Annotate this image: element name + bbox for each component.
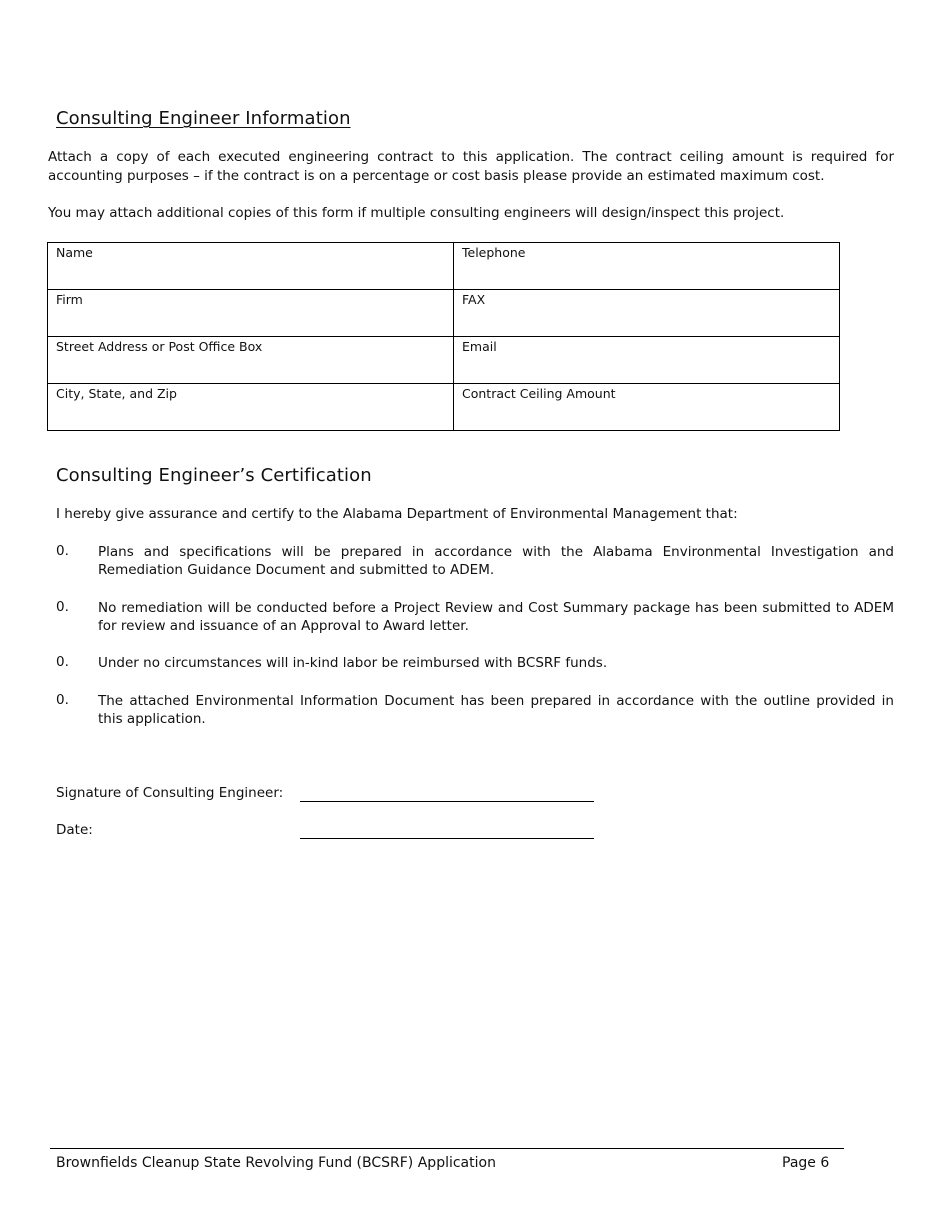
email-field[interactable]: [454, 337, 840, 384]
street-address-field[interactable]: [48, 337, 454, 384]
footer-divider: [50, 1148, 844, 1149]
name-field[interactable]: [48, 243, 454, 290]
firm-field[interactable]: [48, 290, 454, 337]
table-row: [48, 384, 840, 431]
list-item-text: Under no circumstances will in-kind labor be reimbursed with BCSRF funds.: [98, 655, 608, 671]
signature-line[interactable]: [300, 801, 594, 802]
city-state-zip-field[interactable]: [48, 384, 454, 431]
list-item: [56, 654, 894, 672]
footer-title: Brownfields Cleanup State Revolving Fund (BCSRF) Application: [56, 1155, 496, 1171]
list-item-text: The attached Environmental Information Document has been prepared in accordance with the outline provided in this application.: [98, 693, 894, 727]
name-label: Name: [56, 245, 93, 260]
table-row: [48, 243, 840, 290]
telephone-label: Telephone: [462, 245, 526, 260]
list-item-text: No remediation will be conducted before a Project Review and Cost Summary package has been submitted to ADEM for review and issuance of an Approval to Award letter.: [98, 600, 894, 634]
telephone-field[interactable]: [454, 243, 840, 290]
contract-ceiling-amount-field[interactable]: [454, 384, 840, 431]
fax-field[interactable]: [454, 290, 840, 337]
list-item: [56, 543, 894, 579]
list-item-number: 0.: [56, 543, 69, 559]
email-label: Email: [462, 339, 497, 354]
date-label: Date:: [56, 822, 93, 838]
list-item-text: Plans and specifications will be prepared in accordance with the Alabama Environmental Investigation and Remediation Guidance Document and submitted to ADEM.: [98, 544, 894, 578]
contract-instructions-paragraph: Attach a copy of each executed engineering contract to this application. The contract ceiling amount is required for accounting purposes – if the contract is on a percentage or cost basis please provide an estimated maximum cost.: [48, 149, 894, 184]
list-item-number: 0.: [56, 599, 69, 615]
fax-label: FAX: [462, 292, 486, 307]
contract-ceiling-amount-label: Contract Ceiling Amount: [462, 386, 616, 401]
signature-label: Signature of Consulting Engineer:: [56, 785, 284, 801]
additional-copies-paragraph: You may attach additional copies of this form if multiple consulting engineers will design/inspect this project.: [48, 205, 785, 221]
table-row: [48, 290, 840, 337]
engineer-info-title: Consulting Engineer Information: [56, 108, 351, 129]
list-item-number: 0.: [56, 692, 69, 708]
date-line[interactable]: [300, 838, 594, 839]
list-item-number: 0.: [56, 654, 69, 670]
table-row: [48, 337, 840, 384]
firm-label: Firm: [56, 292, 83, 307]
engineer-info-table: [47, 242, 840, 431]
street-address-label: Street Address or Post Office Box: [56, 339, 263, 354]
list-item: [56, 599, 894, 635]
certification-intro: I hereby give assurance and certify to the Alabama Department of Environmental Management that:: [56, 506, 738, 522]
certification-title: Consulting Engineer’s Certification: [56, 465, 372, 486]
city-state-zip-label: City, State, and Zip: [56, 386, 177, 401]
page-number: Page 6: [782, 1155, 830, 1171]
list-item: [56, 692, 894, 728]
